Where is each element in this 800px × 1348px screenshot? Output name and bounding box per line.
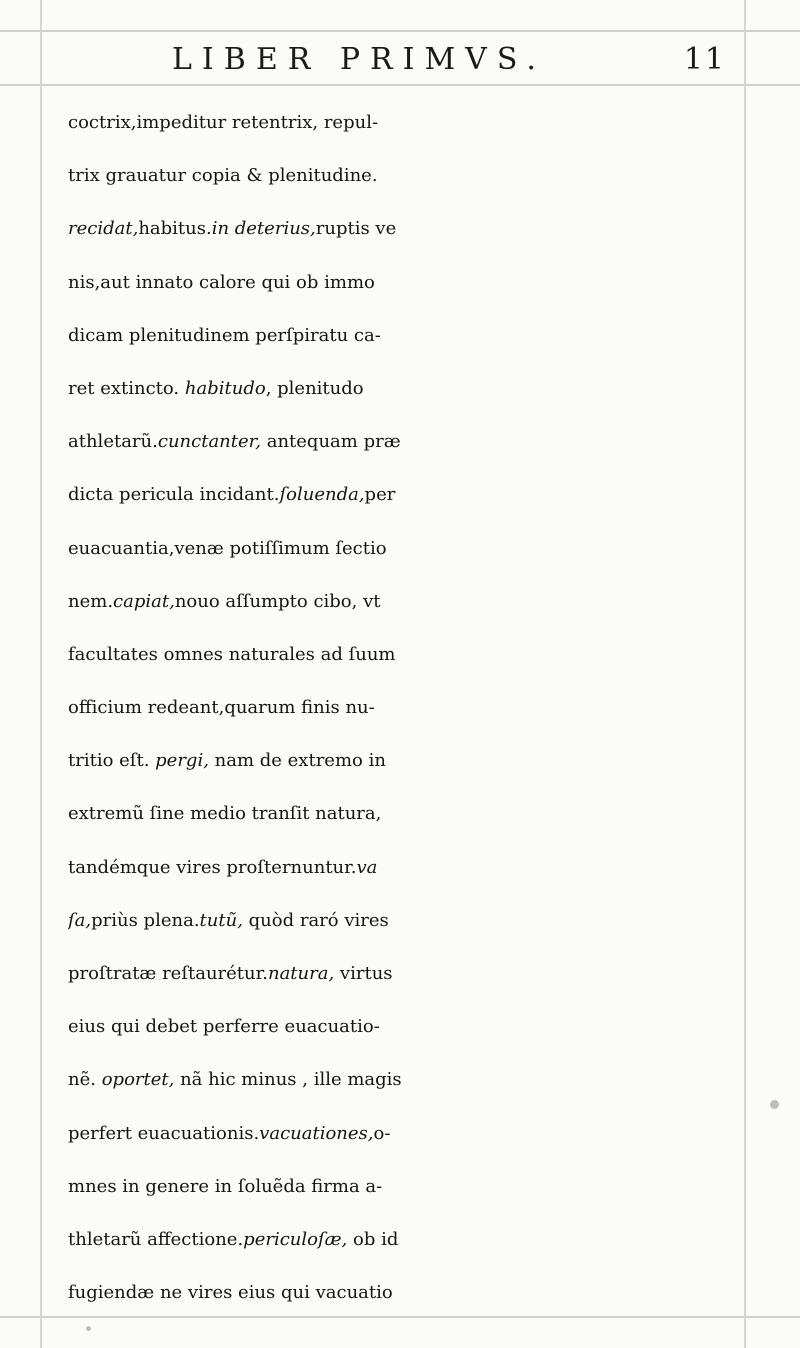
lemma-italic: natura, — [267, 963, 335, 984]
lemma-italic: habitudo — [184, 377, 266, 399]
lemma-italic: ſoluenda, — [279, 484, 365, 506]
right-rule — [744, 0, 746, 1348]
page-header — [70, 42, 740, 90]
text-line — [68, 681, 740, 734]
text-segment: officium redeant,quarum finis nu- — [68, 697, 375, 719]
text-segment: coctrix,impeditur retentrix, repul- — [68, 112, 379, 133]
lemma-italic: pergi, — [155, 750, 209, 772]
text-line — [68, 1160, 740, 1213]
lemma-italic: periculoſæ, — [243, 1228, 348, 1250]
text-segment: nem. — [68, 590, 114, 612]
text-line — [68, 202, 740, 255]
text-line — [68, 575, 740, 628]
text-line — [68, 894, 740, 947]
text-line — [68, 522, 740, 575]
text-line — [68, 628, 740, 681]
text-segment: nam de extremo in — [208, 750, 386, 772]
text-line — [68, 1107, 740, 1160]
text-segment: dicta pericula incidant. — [68, 484, 280, 506]
running-head: LIBER PRIMVS. — [172, 42, 546, 77]
text-segment: facultates omnes naturales ad ſuum — [68, 643, 396, 665]
page-number: 11 — [683, 42, 726, 77]
text-segment: nẽ. — [68, 1069, 102, 1091]
text-segment: habitus. — [138, 218, 212, 240]
text-segment: virtus — [334, 963, 393, 984]
text-segment: o- — [373, 1122, 391, 1144]
lemma-italic: recidat, — [68, 218, 139, 240]
top-rule — [0, 30, 800, 32]
text-line — [68, 468, 740, 521]
text-line — [68, 362, 740, 415]
lemma-italic: ſa, — [68, 909, 92, 931]
text-segment: quòd raró vires — [242, 909, 389, 931]
text-line — [68, 787, 740, 840]
body-text — [68, 96, 740, 1319]
text-line — [68, 309, 740, 362]
text-segment: athletarũ. — [68, 431, 158, 453]
lemma-italic: capiat, — [113, 590, 175, 612]
text-segment: ruptis ve — [315, 218, 397, 240]
text-line — [68, 1266, 740, 1319]
text-segment: euacuantia,venæ potiſſimum ſectio — [68, 537, 387, 559]
text-segment: per — [364, 484, 396, 506]
text-segment: fugiendæ ne vires eius qui vacuatio — [68, 1282, 393, 1304]
text-line — [68, 734, 740, 787]
text-segment: tandémque vires proſternuntur. — [68, 856, 357, 878]
text-segment: nis,aut innato calore qui ob immo — [68, 271, 375, 293]
text-segment: proſtratæ reſtaurétur. — [68, 963, 268, 984]
lemma-italic: cunctanter, — [157, 431, 261, 453]
text-segment: tritio eſt. — [68, 750, 156, 772]
text-segment: extremũ ſine medio tranſit natura, — [68, 803, 382, 825]
text-segment: nouo aſſumpto cibo, vt — [174, 590, 381, 612]
text-segment: trix grauatur copia & plenitudine. — [68, 165, 378, 187]
text-segment: ret extincto. — [68, 377, 185, 399]
lemma-italic: va — [356, 856, 378, 878]
text-segment: dicam plenitudinem perſpiratu ca- — [68, 324, 381, 346]
text-line — [68, 415, 740, 468]
text-segment: nã hic minus , ille magis — [174, 1069, 402, 1091]
text-segment: eius qui debet perferre euacuatio- — [68, 1016, 380, 1038]
text-segment: ob id — [347, 1228, 399, 1250]
lemma-italic: in deterius, — [211, 218, 316, 240]
text-segment: thletarũ affectione. — [68, 1228, 244, 1250]
text-line — [68, 96, 740, 149]
lemma-italic: vacuationes, — [259, 1122, 374, 1144]
text-line — [68, 149, 740, 202]
text-line — [68, 1000, 740, 1053]
text-line — [68, 841, 740, 894]
text-line — [68, 947, 740, 1000]
ink-speck — [770, 1100, 779, 1109]
text-line — [68, 1053, 740, 1106]
ink-speck — [86, 1326, 91, 1331]
text-line — [68, 1213, 740, 1266]
text-segment: mnes in genere in ſoluẽda firma a- — [68, 1175, 383, 1197]
text-segment: antequam præ — [261, 431, 401, 453]
text-segment: , plenitudo — [265, 377, 364, 399]
text-segment: perfert euacuationis. — [68, 1122, 260, 1144]
text-segment: priùs plena. — [91, 909, 200, 931]
text-line — [68, 256, 740, 309]
left-rule — [40, 0, 42, 1348]
lemma-italic: oportet, — [101, 1069, 175, 1091]
lemma-italic: tutũ, — [199, 909, 243, 931]
